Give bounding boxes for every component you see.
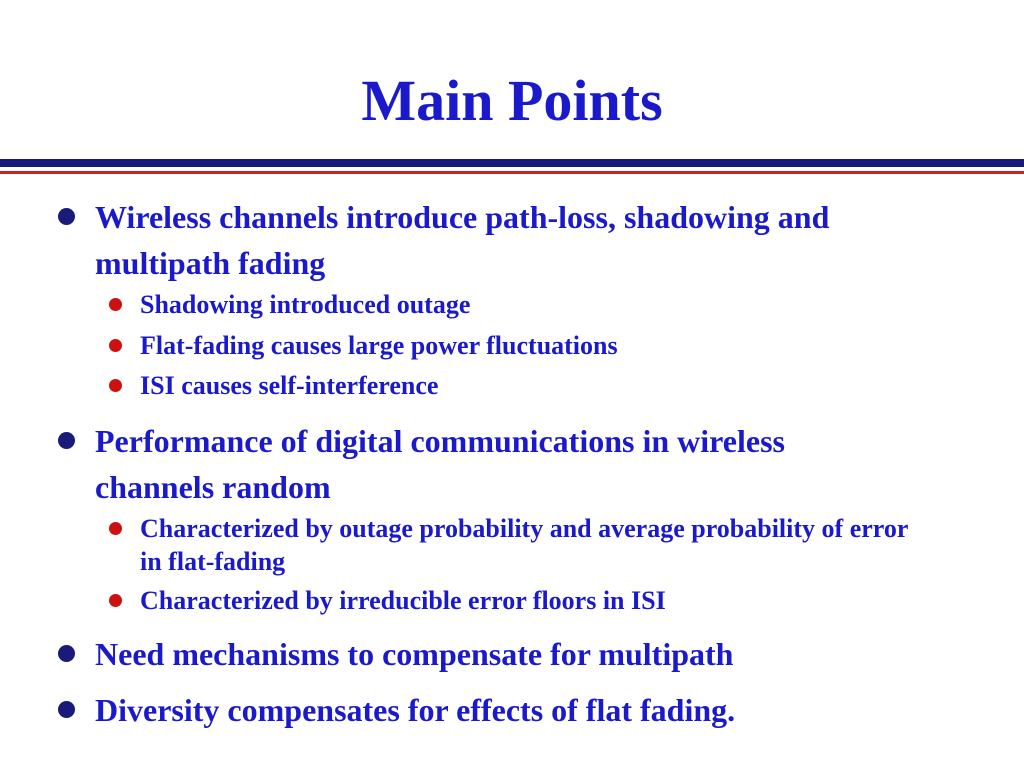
sub-bullet-item: [0, 288, 1024, 321]
bullet-text: Performance of digital communications in wireless channels random: [95, 423, 785, 505]
title-divider-blue: [0, 159, 1024, 167]
title-divider-red: [0, 171, 1024, 174]
bullet-text: Diversity compensates for effects of flat fading.: [95, 692, 736, 728]
bullet-item: [0, 194, 1024, 286]
bullet-dot-icon: [58, 208, 75, 225]
sub-bullet-text: Characterized by irreducible error floors in ISI: [140, 586, 666, 615]
sub-bullet-dot-icon: [109, 379, 122, 392]
bullet-text: Need mechanisms to compensate for multipath: [95, 636, 734, 672]
sub-bullet-item: [0, 512, 1024, 578]
sub-bullet-dot-icon: [109, 339, 122, 352]
bullet-item: [0, 418, 1024, 510]
bullet-dot-icon: [58, 645, 75, 662]
sub-bullet-dot-icon: [109, 298, 122, 311]
sub-bullet-item: [0, 369, 1024, 402]
sub-bullet-text: Flat-fading causes large power fluctuations: [140, 331, 618, 360]
sub-bullet-item: [0, 584, 1024, 617]
sub-bullet-dot-icon: [109, 594, 122, 607]
bullet-dot-icon: [58, 701, 75, 718]
sub-bullet-text: ISI causes self-interference: [140, 371, 439, 400]
sub-bullet-text: Shadowing introduced outage: [140, 290, 471, 319]
sub-bullet-item: [0, 329, 1024, 362]
sub-bullet-text: Characterized by outage probability and average probability of error in flat-fading: [140, 514, 908, 576]
bullet-dot-icon: [58, 432, 75, 449]
bullet-list: [0, 194, 1024, 733]
bullet-item: [0, 687, 1024, 733]
bullet-text: Wireless channels introduce path-loss, shadowing and multipath fading: [95, 199, 830, 281]
sub-bullet-dot-icon: [109, 522, 122, 535]
slide-title: Main Points: [361, 68, 663, 133]
bullet-item: [0, 631, 1024, 677]
